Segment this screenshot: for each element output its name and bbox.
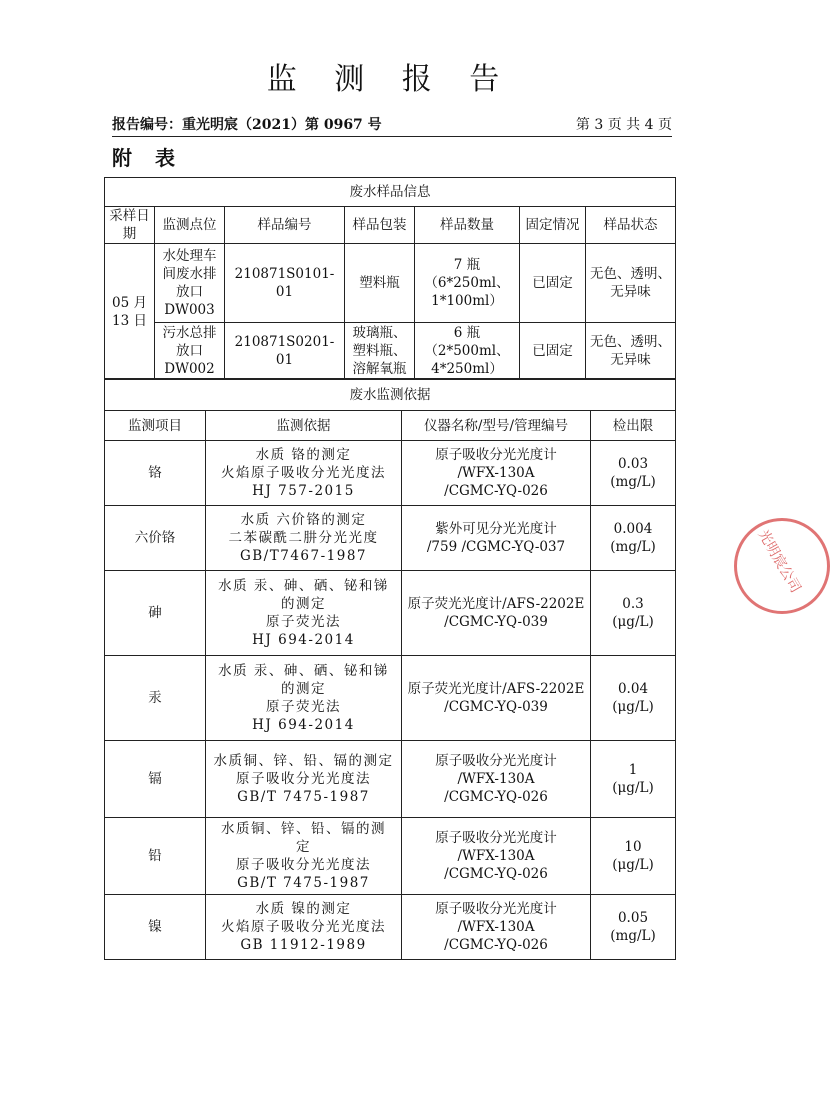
method-basis-line: 原子吸收分光光度法 [236,771,371,787]
header-cell: 样品包装 [345,207,415,244]
company-seal [734,518,830,614]
instrument-info [402,571,591,656]
header-cell: 固定情况 [520,207,586,244]
detection-limit-line: 0.04 [617,681,649,697]
instrument-info-line: /WFX-130A [457,465,535,481]
table-row [105,506,676,571]
method-basis-line: 水质 汞、砷、硒、铋和锑 [218,663,389,679]
report-meta [112,114,672,137]
header-cell: 采样日期 [105,207,155,244]
detection-limit-line: (mg/L) [610,474,656,490]
table-row [105,656,676,741]
header-cell: 监测依据 [206,411,402,441]
instrument-info-line: /WFX-130A [457,848,535,864]
instrument-info [402,818,591,895]
method-basis-line: 火焰原子吸收分光光度法 [221,919,386,935]
sample-info-table [104,177,676,380]
sample-quantity: 7 瓶（6*250ml、1*100ml） [415,244,520,323]
method-basis-line: GB 11912-1989 [240,937,367,953]
method-basis-line: GB/T 7475-1987 [237,789,370,805]
detection-limit-line: 0.3 [622,596,644,612]
method-basis-line: 的测定 [281,681,326,697]
method-basis-line: 的测定 [281,596,326,612]
method-basis-line: 水质 汞、砷、硒、铋和锑 [218,578,389,594]
detection-limit-line: (μg/L) [612,780,654,796]
table-row [105,741,676,818]
report-title: 监 测 报 告 [266,62,514,97]
instrument-info-line: /CGMC-YQ-026 [444,866,548,882]
method-basis-line: 水质 镍的测定 [255,901,352,917]
method-basis-line: HJ 694-2014 [252,632,355,648]
detection-limit [591,741,676,818]
sample-fixation: 已固定 [520,244,586,323]
table-row [105,571,676,656]
method-basis-line: HJ 757-2015 [252,483,355,499]
detection-limit-line: (μg/L) [612,857,654,873]
table-row [105,441,676,506]
detection-limit-line: (mg/L) [610,928,656,944]
instrument-info-line: 原子吸收分光光度计 [435,753,557,769]
sample-state: 无色、透明、无异味 [586,244,676,323]
header-cell: 监测项目 [105,411,206,441]
detection-limit-line: 1 [628,762,638,778]
detection-limit [591,506,676,571]
header-cell: 检出限 [591,411,676,441]
monitoring-item: 镉 [105,741,206,818]
method-basis [206,741,402,818]
monitoring-basis-table [104,378,676,960]
table-row [105,895,676,960]
basis-table-body [105,441,676,960]
instrument-info-line: 原子吸收分光光度计 [435,830,557,846]
sample-id: 210871S0101-01 [225,244,345,323]
monitoring-item: 汞 [105,656,206,741]
instrument-info-line: /CGMC-YQ-039 [444,699,548,715]
instrument-info [402,895,591,960]
detection-limit [591,441,676,506]
detection-limit [591,571,676,656]
method-basis-line: 火焰原子吸收分光光度法 [221,465,386,481]
seal-text: 光明宸公司 [754,527,804,596]
detection-limit [591,656,676,741]
instrument-info-line: /CGMC-YQ-026 [444,789,548,805]
instrument-info [402,656,591,741]
monitoring-item: 镍 [105,895,206,960]
method-basis-line: GB/T7467-1987 [239,548,368,564]
header-cell: 仪器名称/型号/管理编号 [402,411,591,441]
monitoring-item: 铅 [105,818,206,895]
header-cell: 样品状态 [586,207,676,244]
detection-limit-line: (μg/L) [612,699,654,715]
method-basis-line: 定 [296,839,311,855]
detection-limit-line: (μg/L) [612,614,654,630]
sample-site: 污水总排放口DW002 [155,323,225,380]
instrument-info-line: /WFX-130A [457,771,535,787]
sample-package: 塑料瓶 [345,244,415,323]
sample-fixation: 已固定 [520,323,586,380]
detection-limit-line: 0.05 [617,910,649,926]
appendix-heading: 附 表 [112,146,183,170]
instrument-info-line: 原子吸收分光光度计 [435,447,557,463]
instrument-info-line: 原子荧光光度计/AFS-2202E [407,681,585,697]
instrument-info-line: 紫外可见分光光度计 [435,521,557,537]
instrument-info-line: /759 /CGMC-YQ-037 [426,539,566,555]
instrument-info-line: /CGMC-YQ-026 [444,483,548,499]
sample-quantity: 6 瓶（2*500ml、4*250ml） [415,323,520,380]
monitoring-item: 铬 [105,441,206,506]
method-basis [206,571,402,656]
method-basis-line: 水质 铬的测定 [255,447,352,463]
basis-table-title: 废水监测依据 [105,379,676,411]
sample-package: 玻璃瓶、塑料瓶、溶解氧瓶 [345,323,415,380]
method-basis-line: GB/T 7475-1987 [237,875,370,891]
instrument-info-line: /CGMC-YQ-039 [444,614,548,630]
method-basis [206,441,402,506]
method-basis-line: 二苯碳酰二肼分光光度 [228,530,379,546]
table-row [105,818,676,895]
sample-table-title: 废水样品信息 [105,178,676,207]
sample-site: 水处理车间废水排放口DW003 [155,244,225,323]
instrument-info [402,741,591,818]
header-cell: 样品数量 [415,207,520,244]
instrument-info-line: 原子荧光光度计/AFS-2202E [407,596,585,612]
page-info: 第 3 页 共 4 页 [575,117,672,133]
sample-id: 210871S0201-01 [225,323,345,380]
monitoring-item: 六价铬 [105,506,206,571]
method-basis-line: 水质铜、锌、铅、镉的测 [221,821,386,837]
detection-limit-line: 0.03 [617,456,649,472]
instrument-info [402,506,591,571]
instrument-info-line: /CGMC-YQ-026 [444,937,548,953]
method-basis [206,895,402,960]
header-cell: 监测点位 [155,207,225,244]
instrument-info-line: 原子吸收分光光度计 [435,901,557,917]
sample-date: 05 月 13 日 [105,244,155,380]
method-basis [206,656,402,741]
report-number: 报告编号：重光明宸（2021）第 0967 号 [112,117,382,133]
detection-limit-line: 10 [624,839,642,855]
method-basis-line: 原子荧光法 [266,699,341,715]
instrument-info-line: /WFX-130A [457,919,535,935]
detection-limit [591,818,676,895]
detection-limit-line: (mg/L) [610,539,656,555]
method-basis-line: HJ 694-2014 [252,717,355,733]
method-basis-line: 水质 六价铬的测定 [240,512,367,528]
method-basis-line: 原子吸收分光光度法 [236,857,371,873]
method-basis [206,506,402,571]
instrument-info [402,441,591,506]
method-basis [206,818,402,895]
sample-state: 无色、透明、无异味 [586,323,676,380]
detection-limit [591,895,676,960]
method-basis-line: 原子荧光法 [266,614,341,630]
monitoring-item: 砷 [105,571,206,656]
method-basis-line: 水质铜、锌、铅、镉的测定 [213,753,394,769]
detection-limit-line: 0.004 [613,521,653,537]
header-cell: 样品编号 [225,207,345,244]
